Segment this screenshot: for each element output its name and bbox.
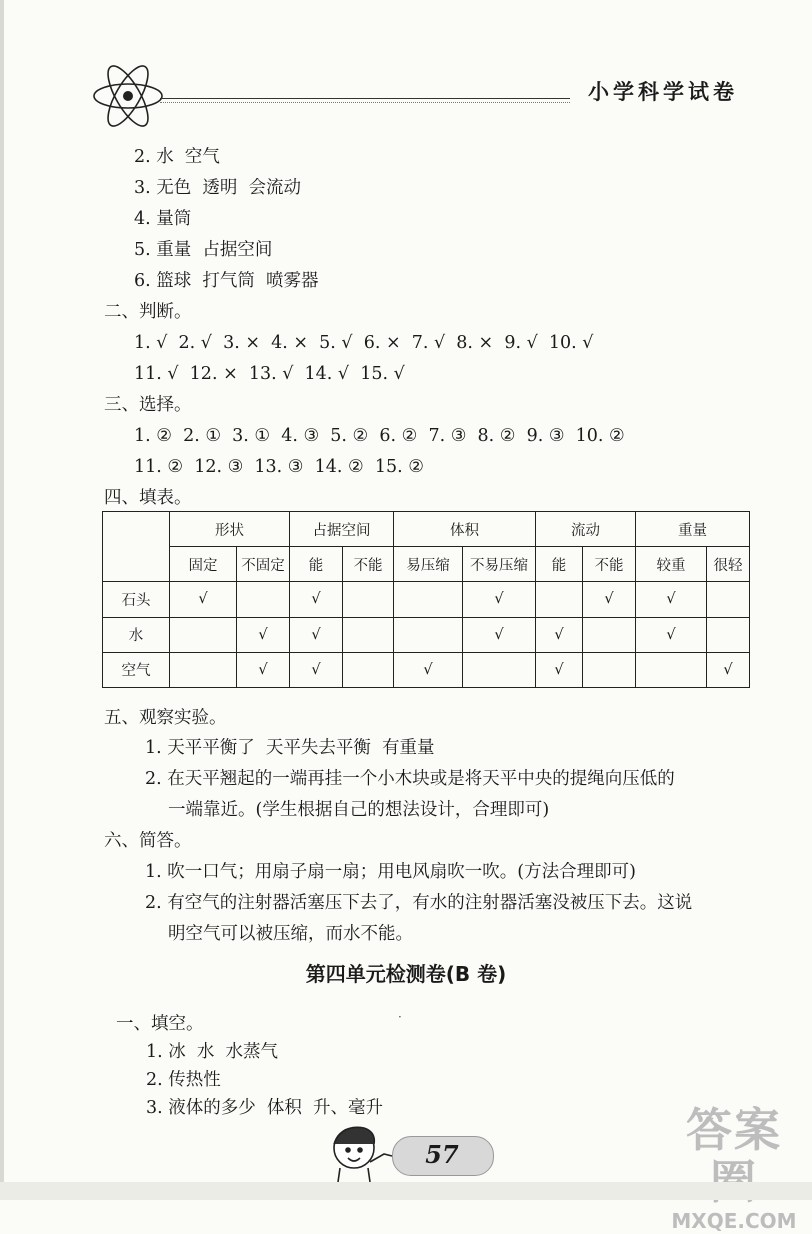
section-heading: 三、选择。 — [104, 395, 192, 415]
check-mark — [170, 617, 237, 652]
fill-table — [102, 511, 750, 688]
check-mark — [707, 582, 750, 617]
table-sub-header: 不能 — [343, 547, 394, 582]
table-group-header: 体积 — [394, 512, 536, 547]
answer-line: 6. 篮球 打气筒 喷雾器 — [134, 271, 319, 291]
check-mark: √ — [536, 652, 583, 687]
answer-line: 4. 量筒 — [134, 209, 192, 229]
check-mark — [343, 617, 394, 652]
check-mark: √ — [583, 582, 636, 617]
check-mark — [170, 652, 237, 687]
answer-line: 5. 重量 占据空间 — [134, 240, 273, 260]
table-row — [103, 547, 750, 582]
watermark-url: MXQE.COM — [671, 1209, 797, 1233]
table-sub-header: 很轻 — [707, 547, 750, 582]
check-mark — [536, 582, 583, 617]
cartoon-kid-icon — [320, 1118, 400, 1184]
section-heading: 一、填空。 — [116, 1014, 204, 1034]
table-sub-header: 不固定 — [237, 547, 290, 582]
section-heading: 二、判断。 — [104, 302, 192, 322]
row-label: 空气 — [103, 652, 170, 687]
watermark-logo-text: 答案 — [686, 1103, 782, 1157]
answer-line: 一端靠近。(学生根据自己的想法设计，合理即可) — [168, 800, 550, 820]
table-sub-header: 较重 — [636, 547, 707, 582]
page-edge — [0, 0, 4, 1200]
header-rule — [160, 98, 570, 99]
check-mark: √ — [636, 617, 707, 652]
answer-line: 2. 水 空气 — [134, 147, 220, 167]
table-sub-header: 能 — [290, 547, 343, 582]
check-mark: √ — [394, 652, 463, 687]
page-number: 57 — [425, 1140, 459, 1169]
check-mark: √ — [290, 617, 343, 652]
table-group-header: 流动 — [536, 512, 636, 547]
answer-line: 2. 传热性 — [146, 1070, 221, 1090]
watermark — [664, 1103, 804, 1233]
check-mark: √ — [536, 617, 583, 652]
header-title: 小学科学试卷 — [588, 80, 738, 104]
table-sub-header: 固定 — [170, 547, 237, 582]
answer-line: 2. 在天平翘起的一端再挂一个小木块或是将天平中央的提绳向压低的 — [145, 769, 675, 789]
table-group-header: 重量 — [636, 512, 750, 547]
check-mark — [636, 652, 707, 687]
row-label: 石头 — [103, 582, 170, 617]
check-mark: √ — [290, 582, 343, 617]
check-mark — [394, 582, 463, 617]
table-corner — [103, 512, 170, 582]
answer-line: 1. √ 2. √ 3. × 4. × 5. √ 6. × 7. √ 8. × 9. √ 10. √ — [134, 333, 594, 353]
answer-line: 1. 天平平衡了 天平失去平衡 有重量 — [145, 738, 435, 758]
table-group-header: 形状 — [170, 512, 290, 547]
check-mark — [463, 652, 536, 687]
check-mark: √ — [707, 652, 750, 687]
check-mark — [237, 582, 290, 617]
table-row — [103, 652, 750, 687]
check-mark — [394, 617, 463, 652]
answer-line: 11. √ 12. × 13. √ 14. √ 15. √ — [134, 364, 405, 384]
check-mark — [343, 582, 394, 617]
table-row — [103, 582, 750, 617]
table-sub-header: 不易压缩 — [463, 547, 536, 582]
unit-test-heading: 第四单元检测卷(B 卷) — [305, 962, 507, 986]
row-label: 水 — [103, 617, 170, 652]
header-rule-dotted — [160, 102, 570, 103]
table-sub-header: 不能 — [583, 547, 636, 582]
answer-line: 1. 冰 水 水蒸气 — [146, 1042, 279, 1062]
section-heading: 五、观察实验。 — [104, 708, 227, 728]
check-mark — [583, 652, 636, 687]
check-mark: √ — [237, 652, 290, 687]
answer-line: 3. 无色 透明 会流动 — [134, 178, 302, 198]
table-sub-header: 能 — [536, 547, 583, 582]
check-mark: √ — [237, 617, 290, 652]
section-heading: 四、填表。 — [104, 488, 192, 508]
check-mark: √ — [463, 617, 536, 652]
answer-line: 3. 液体的多少 体积 升、毫升 — [146, 1098, 384, 1118]
answer-line: 11. ② 12. ③ 13. ③ 14. ② 15. ② — [134, 457, 424, 477]
check-mark: √ — [170, 582, 237, 617]
check-mark — [583, 617, 636, 652]
answer-line: 1. ② 2. ① 3. ① 4. ③ 5. ② 6. ② 7. ③ 8. ② 9. ③ 10. ② — [134, 426, 625, 446]
table-group-header: 占据空间 — [290, 512, 394, 547]
table-row — [103, 512, 750, 547]
atom-logo-icon — [88, 56, 168, 136]
stray-mark: · — [398, 1010, 402, 1024]
check-mark: √ — [636, 582, 707, 617]
section-heading: 六、简答。 — [104, 831, 192, 851]
check-mark — [343, 652, 394, 687]
check-mark — [707, 617, 750, 652]
answer-line: 1. 吹一口气；用扇子扇一扇；用电风扇吹一吹。(方法合理即可) — [145, 862, 636, 882]
table-row — [103, 617, 750, 652]
page-bottom-edge — [0, 1182, 812, 1200]
check-mark: √ — [290, 652, 343, 687]
answer-line: 明空气可以被压缩，而水不能。 — [168, 924, 413, 944]
answer-line: 2. 有空气的注射器活塞压下去了，有水的注射器活塞没被压下去。这说 — [145, 893, 693, 913]
table-sub-header: 易压缩 — [394, 547, 463, 582]
check-mark: √ — [463, 582, 536, 617]
